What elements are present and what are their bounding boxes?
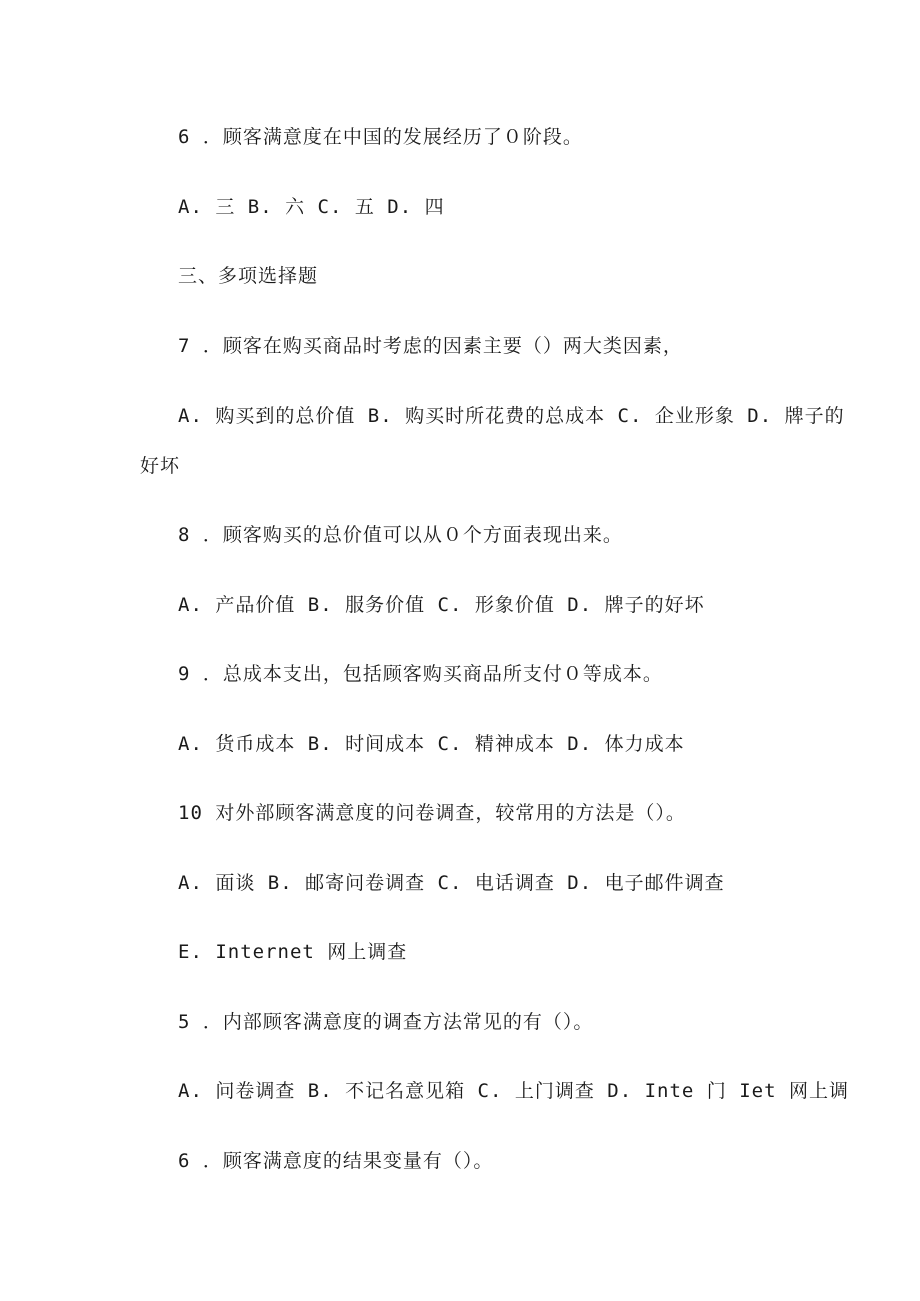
question-7-options: A. 购买到的总价值 B. 购买时所花费的总成本 C. 企业形象 D. 牌子的: [178, 405, 845, 427]
question-6-text: 6 ．顾客满意度在中国的发展经历了０阶段。: [178, 126, 583, 148]
section-heading: 三、多项选择题: [178, 265, 319, 287]
question-6-options: A. 三 B. 六 C. 五 D. 四: [178, 196, 445, 218]
question-8-options: A. 产品价值 B. 服务价值 C. 形象价值 D. 牌子的好坏: [178, 594, 705, 616]
question-10-text: 10 对外部顾客满意度的问卷调查，较常用的方法是（）。: [178, 802, 686, 824]
question-7-text: 7 ．顾客在购买商品时考虑的因素主要（）两大类因素，: [178, 335, 683, 357]
question-7-options-continued: 好坏: [140, 455, 181, 477]
question-9-text: 9 ．总成本支出，包括顾客购买商品所支付０等成本。: [178, 663, 663, 685]
question-10-options: A. 面谈 B. 邮寄问卷调查 C. 电话调查 D. 电子邮件调查: [178, 872, 725, 894]
question-6b-text: 6 ．顾客满意度的结果变量有（）。: [178, 1150, 494, 1172]
question-5-text: 5 ．内部顾客满意度的调查方法常见的有（）。: [178, 1011, 594, 1033]
question-9-options: A. 货币成本 B. 时间成本 C. 精神成本 D. 体力成本: [178, 733, 685, 755]
question-8-text: 8 ．顾客购买的总价值可以从０个方面表现出来。: [178, 524, 623, 546]
question-10-option-e: E. Internet 网上调查: [178, 941, 408, 963]
question-5-options: A. 问卷调查 B. 不记名意见箱 C. 上门调查 D. Inte 门 Iet 网上调: [178, 1080, 849, 1102]
